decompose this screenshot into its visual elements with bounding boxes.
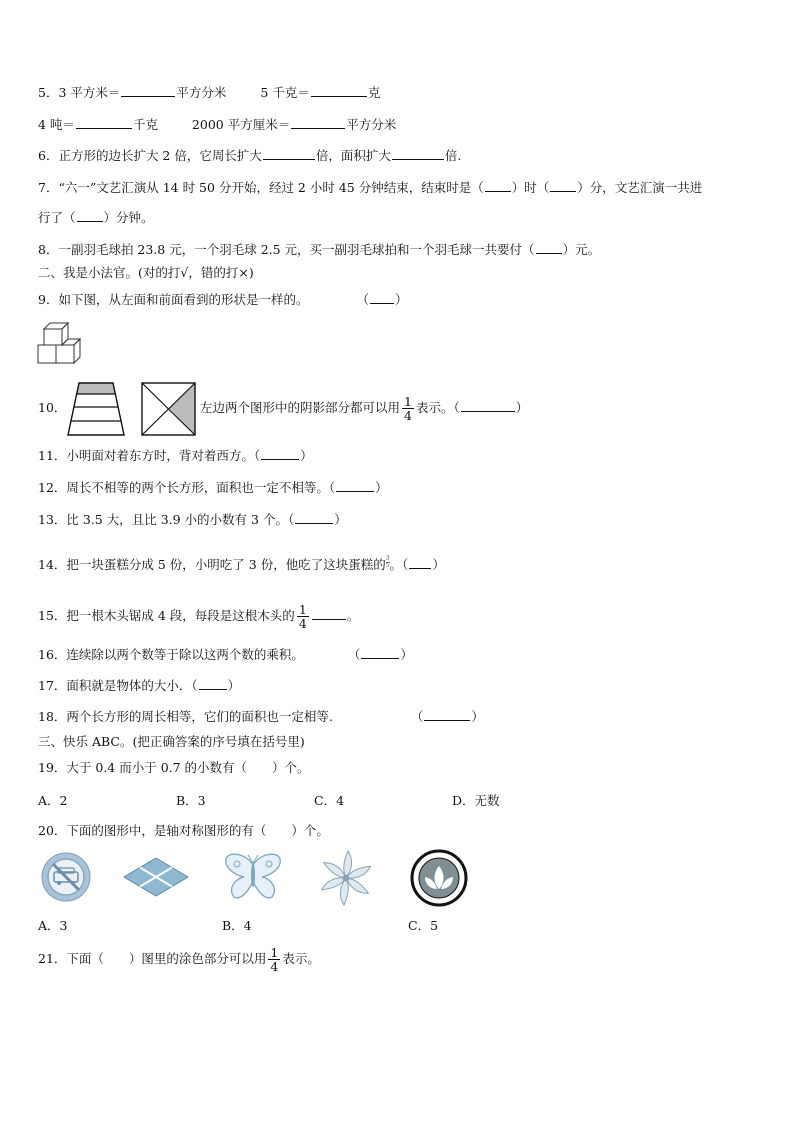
option-b[interactable]: B．3 <box>176 793 206 808</box>
answer-blank[interactable] <box>392 147 444 160</box>
fraction: $\frac{1}{4}$ <box>404 394 412 423</box>
section-3-heading: 三、快乐 ABC。(把正确答案的序号填在括号里) <box>38 734 305 749</box>
answer-blank[interactable] <box>461 399 515 412</box>
answer-blank[interactable] <box>295 511 333 524</box>
question-7: 7．“六一”文艺汇演从 14 时 50 分开始，经过 2 小时 45 分钟结束，结束时是（ ）时（ ）分，文艺汇演一共进 <box>38 180 703 195</box>
question-19: 19．大于 0.4 而小于 0.7 的小数有（ ）个。 <box>38 760 310 775</box>
cubes-figure <box>36 321 92 371</box>
answer-blank[interactable] <box>370 291 394 304</box>
question-11: 11．小明面对着东方时，背对着西方。（ ） <box>38 448 313 463</box>
square-diagonals-figure <box>140 381 198 437</box>
question-15: 15．把一根木头锯成 4 段，每段是这根木头的 $\frac{1}{4}$ 。 <box>38 602 360 631</box>
question-12: 12．周长不相等的两个长方形，面积也一定不相等。（ ） <box>38 480 388 495</box>
answer-blank[interactable] <box>291 116 345 129</box>
option-b[interactable]: B．4 <box>222 918 252 933</box>
trapezoid-figure <box>66 381 126 437</box>
question-6: 6．正方形的边长扩大 2 倍，它周长扩大 倍，面积扩大 倍. <box>38 148 462 163</box>
option-d[interactable]: D．无数 <box>452 793 500 808</box>
fraction: $\frac{1}{4}$ <box>298 602 307 631</box>
question-21: 21．下面（ ）图里的涂色部分可以用 $\frac{1}{4}$ 表示。 <box>38 945 320 974</box>
question-8: 8．一副羽毛球拍 23.8 元，一个羽毛球 2.5 元，买一副羽毛球拍和一个羽毛球一共要付（ ）元。 <box>38 242 601 257</box>
no-car-sign-icon <box>40 851 92 903</box>
question-20: 20．下面的图形中，是轴对称图形的有（ ）个。 <box>38 823 329 838</box>
answer-blank[interactable] <box>361 646 399 659</box>
question-7-continued: 行了（ ）分钟。 <box>38 210 154 225</box>
question-17: 17．面积就是物体的大小．（ ） <box>38 678 241 693</box>
question-18: 18．两个长方形的周长相等，它们的面积也一定相等. （ ） <box>38 709 484 724</box>
answer-blank[interactable] <box>336 479 374 492</box>
answer-blank[interactable] <box>424 708 470 721</box>
rhombus-pattern-icon <box>122 856 190 898</box>
answer-blank[interactable] <box>550 179 576 192</box>
answer-blank[interactable] <box>77 209 103 222</box>
option-a[interactable]: A．2 <box>38 793 68 808</box>
question-10-number: 10． <box>38 400 67 415</box>
small-fraction: $\frac{3}{5}$ <box>385 555 390 569</box>
answer-blank[interactable] <box>76 116 132 129</box>
option-c[interactable]: C．4 <box>314 793 345 808</box>
question-5-continued: 4 吨＝ 千克 2000 平方厘米＝ 平方分米 <box>38 117 397 132</box>
fraction: $\frac{1}{4}$ <box>270 945 279 974</box>
butterfly-icon <box>222 851 284 903</box>
answer-blank[interactable] <box>199 677 227 690</box>
question-5: 5．3 平方米＝ 平方分米 5 千克＝ 克 <box>38 85 381 100</box>
section-2-heading: 二、我是小法官。(对的打√，错的打×) <box>38 265 254 280</box>
question-9: 9．如下图，从左面和前面看到的形状是一样的。 （ ） <box>38 292 408 307</box>
question-14: 14．把一块蛋糕分成 5 份，小明吃了 3 份，他吃了这块蛋糕的 $\frac{3}{5}$。（ ） <box>38 555 445 572</box>
option-c[interactable]: C．5 <box>408 918 439 933</box>
option-a[interactable]: A．3 <box>38 918 68 933</box>
answer-blank[interactable] <box>121 84 175 97</box>
pinwheel-icon <box>316 849 376 907</box>
answer-blank[interactable] <box>312 607 346 620</box>
answer-blank[interactable] <box>263 147 315 160</box>
question-13: 13．比 3.5 大，且比 3.9 小的小数有 3 个。（ ） <box>38 512 347 527</box>
question-10: 左边两个图形中的阴影部分都可以用 $\frac{1}{4}$ 表示。（ ） <box>200 394 529 423</box>
question-16: 16．连续除以两个数等于除以这两个数的乘积。 （ ） <box>38 647 413 662</box>
answer-blank[interactable] <box>409 556 431 569</box>
leaf-emblem-icon <box>410 849 468 907</box>
answer-blank[interactable] <box>261 447 299 460</box>
answer-blank[interactable] <box>536 241 562 254</box>
answer-blank[interactable] <box>485 179 511 192</box>
answer-blank[interactable] <box>311 84 367 97</box>
